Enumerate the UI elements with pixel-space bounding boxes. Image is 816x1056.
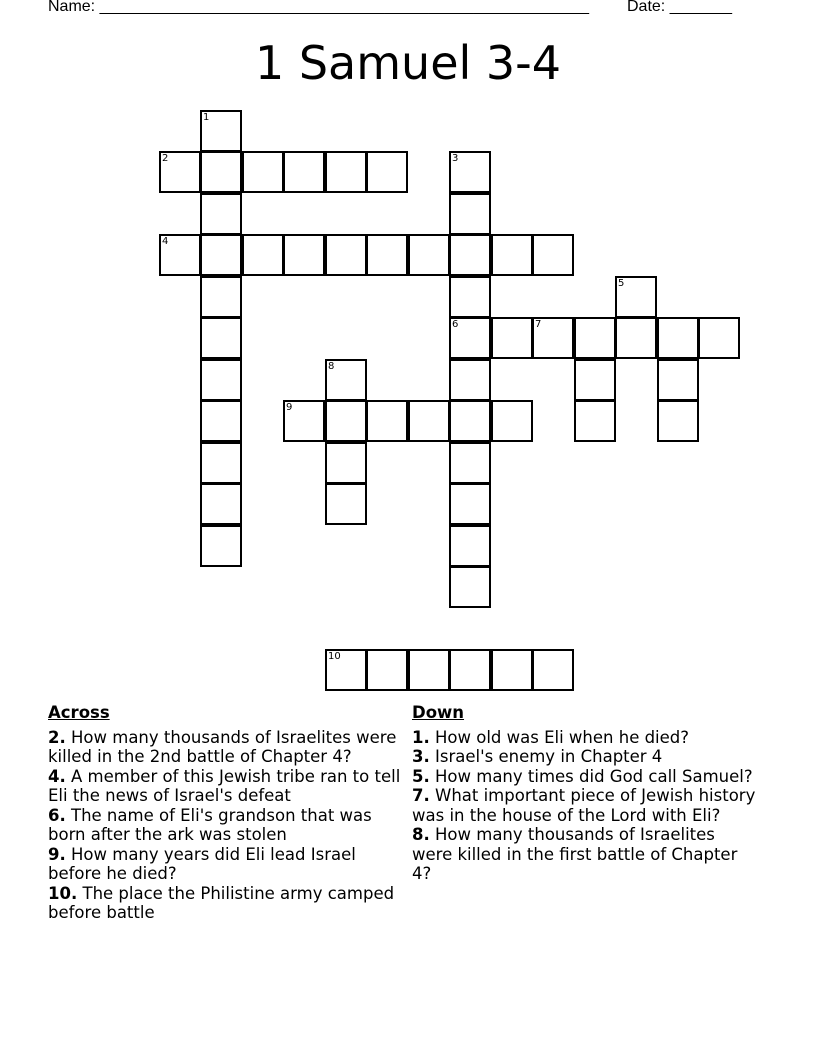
grid-cell[interactable] [325,400,367,442]
cell-number: 2 [162,153,169,164]
grid-cell[interactable] [325,359,367,401]
grid-cell[interactable] [408,649,450,691]
grid-cell[interactable] [615,276,657,318]
date-line: _______ [669,0,732,15]
grid-cell[interactable] [491,234,533,276]
grid-cell[interactable] [200,276,242,318]
cell-number: 3 [452,153,459,164]
clue-text: Israel's enemy in Chapter 4 [435,747,663,766]
clue-down-3 [412,747,757,767]
grid-cell[interactable] [657,317,699,359]
grid-cell[interactable] [532,649,574,691]
grid-cell[interactable] [366,234,408,276]
grid-cell[interactable] [449,442,491,484]
grid-cell[interactable] [283,400,325,442]
grid-cell[interactable] [449,359,491,401]
grid-cell[interactable] [449,400,491,442]
cell-number: 8 [328,361,335,372]
clue-number: 10. [48,883,78,903]
grid-cell[interactable] [200,483,242,525]
grid-cell[interactable] [449,483,491,525]
grid-cell[interactable] [449,525,491,567]
clue-text: How many thousands of Israelites were killed in the first battle of Chapter 4? [412,825,738,883]
clue-down-8 [412,825,757,884]
grid-cell[interactable] [449,276,491,318]
cell-number: 7 [535,319,542,330]
grid-cell[interactable] [325,442,367,484]
across-clues [48,703,408,923]
cell-number: 6 [452,319,459,330]
page-title: 1 Samuel 3-4 [254,36,562,90]
grid-cell[interactable] [159,234,201,276]
down-heading: Down [412,703,465,722]
grid-cell[interactable] [200,442,242,484]
grid-cell[interactable] [200,359,242,401]
grid-cell[interactable] [366,151,408,193]
clue-number: 5. [412,766,430,786]
grid-cell[interactable] [200,234,242,276]
grid-cell[interactable] [449,151,491,193]
grid-cell[interactable] [325,649,367,691]
grid-cell[interactable] [698,317,740,359]
grid-cell[interactable] [449,566,491,608]
grid-cell[interactable] [200,317,242,359]
clue-text: The name of Eli's grandson that was born after the ark was stolen [48,805,372,844]
date-label: Date: [627,0,666,15]
cell-number: 9 [286,402,293,413]
clue-number: 9. [48,844,66,864]
grid-cell[interactable] [366,649,408,691]
grid-cell[interactable] [325,483,367,525]
grid-cell[interactable] [200,193,242,235]
cell-number: 4 [162,236,169,247]
across-heading: Across [48,703,110,722]
clue-text: How old was Eli when he died? [435,727,690,747]
grid-cell[interactable] [574,317,616,359]
down-clues [412,703,757,884]
grid-cell[interactable] [657,359,699,401]
grid-cell[interactable] [283,151,325,193]
grid-cell[interactable] [657,400,699,442]
clue-text: How many thousands of Israelites were killed in the 2nd battle of Chapter 4? [48,727,397,766]
grid-cell[interactable] [491,649,533,691]
clue-number: 7. [412,786,430,805]
clue-text: How many years did Eli lead Israel before he died? [48,844,356,883]
grid-cell[interactable] [159,151,201,193]
clue-number: 4. [48,766,66,786]
clue-text: What important piece of Jewish history was in the house of the Lord with Eli? [412,786,756,825]
down-list [412,728,757,884]
clue-number: 3. [412,747,430,766]
clue-across-9 [48,845,408,884]
grid-cell[interactable] [200,151,242,193]
grid-cell[interactable] [366,400,408,442]
grid-cell[interactable] [408,234,450,276]
cell-number: 10 [328,651,341,662]
grid-cell[interactable] [325,151,367,193]
across-list [48,728,408,923]
grid-cell[interactable] [449,193,491,235]
clue-text: The place the Philistine army camped before battle [48,883,395,922]
clue-across-6 [48,806,408,845]
grid-cell[interactable] [491,317,533,359]
name-label: Name: [48,0,96,15]
name-line: _______________________________________________________ [99,0,589,15]
grid-cell[interactable] [532,234,574,276]
grid-cell[interactable] [283,234,325,276]
grid-cell[interactable] [325,234,367,276]
grid-cell[interactable] [200,525,242,567]
clue-down-1 [412,728,757,748]
grid-cell[interactable] [200,400,242,442]
clue-number: 1. [412,727,430,747]
clue-down-7 [412,786,757,825]
clue-text: How many times did God call Samuel? [435,766,753,786]
grid-cell[interactable] [200,110,242,152]
grid-cell[interactable] [408,400,450,442]
grid-cell[interactable] [574,400,616,442]
grid-cell[interactable] [242,234,284,276]
grid-cell[interactable] [449,317,491,359]
grid-cell[interactable] [449,649,491,691]
cell-number: 5 [618,278,625,289]
clue-across-4 [48,767,408,806]
grid-cell[interactable] [615,317,657,359]
clue-text: A member of this Jewish tribe ran to tell Eli the news of Israel's defeat [48,766,401,805]
clue-number: 6. [48,805,66,825]
grid-cell[interactable] [532,317,574,359]
clue-across-10 [48,884,408,923]
grid-cell[interactable] [449,234,491,276]
grid-cell[interactable] [574,359,616,401]
grid-cell[interactable] [242,151,284,193]
grid-cell[interactable] [491,400,533,442]
clue-number: 8. [412,825,430,844]
clue-number: 2. [48,727,66,747]
cell-number: 1 [203,112,210,123]
clue-down-5 [412,767,757,787]
clue-across-2 [48,728,408,767]
